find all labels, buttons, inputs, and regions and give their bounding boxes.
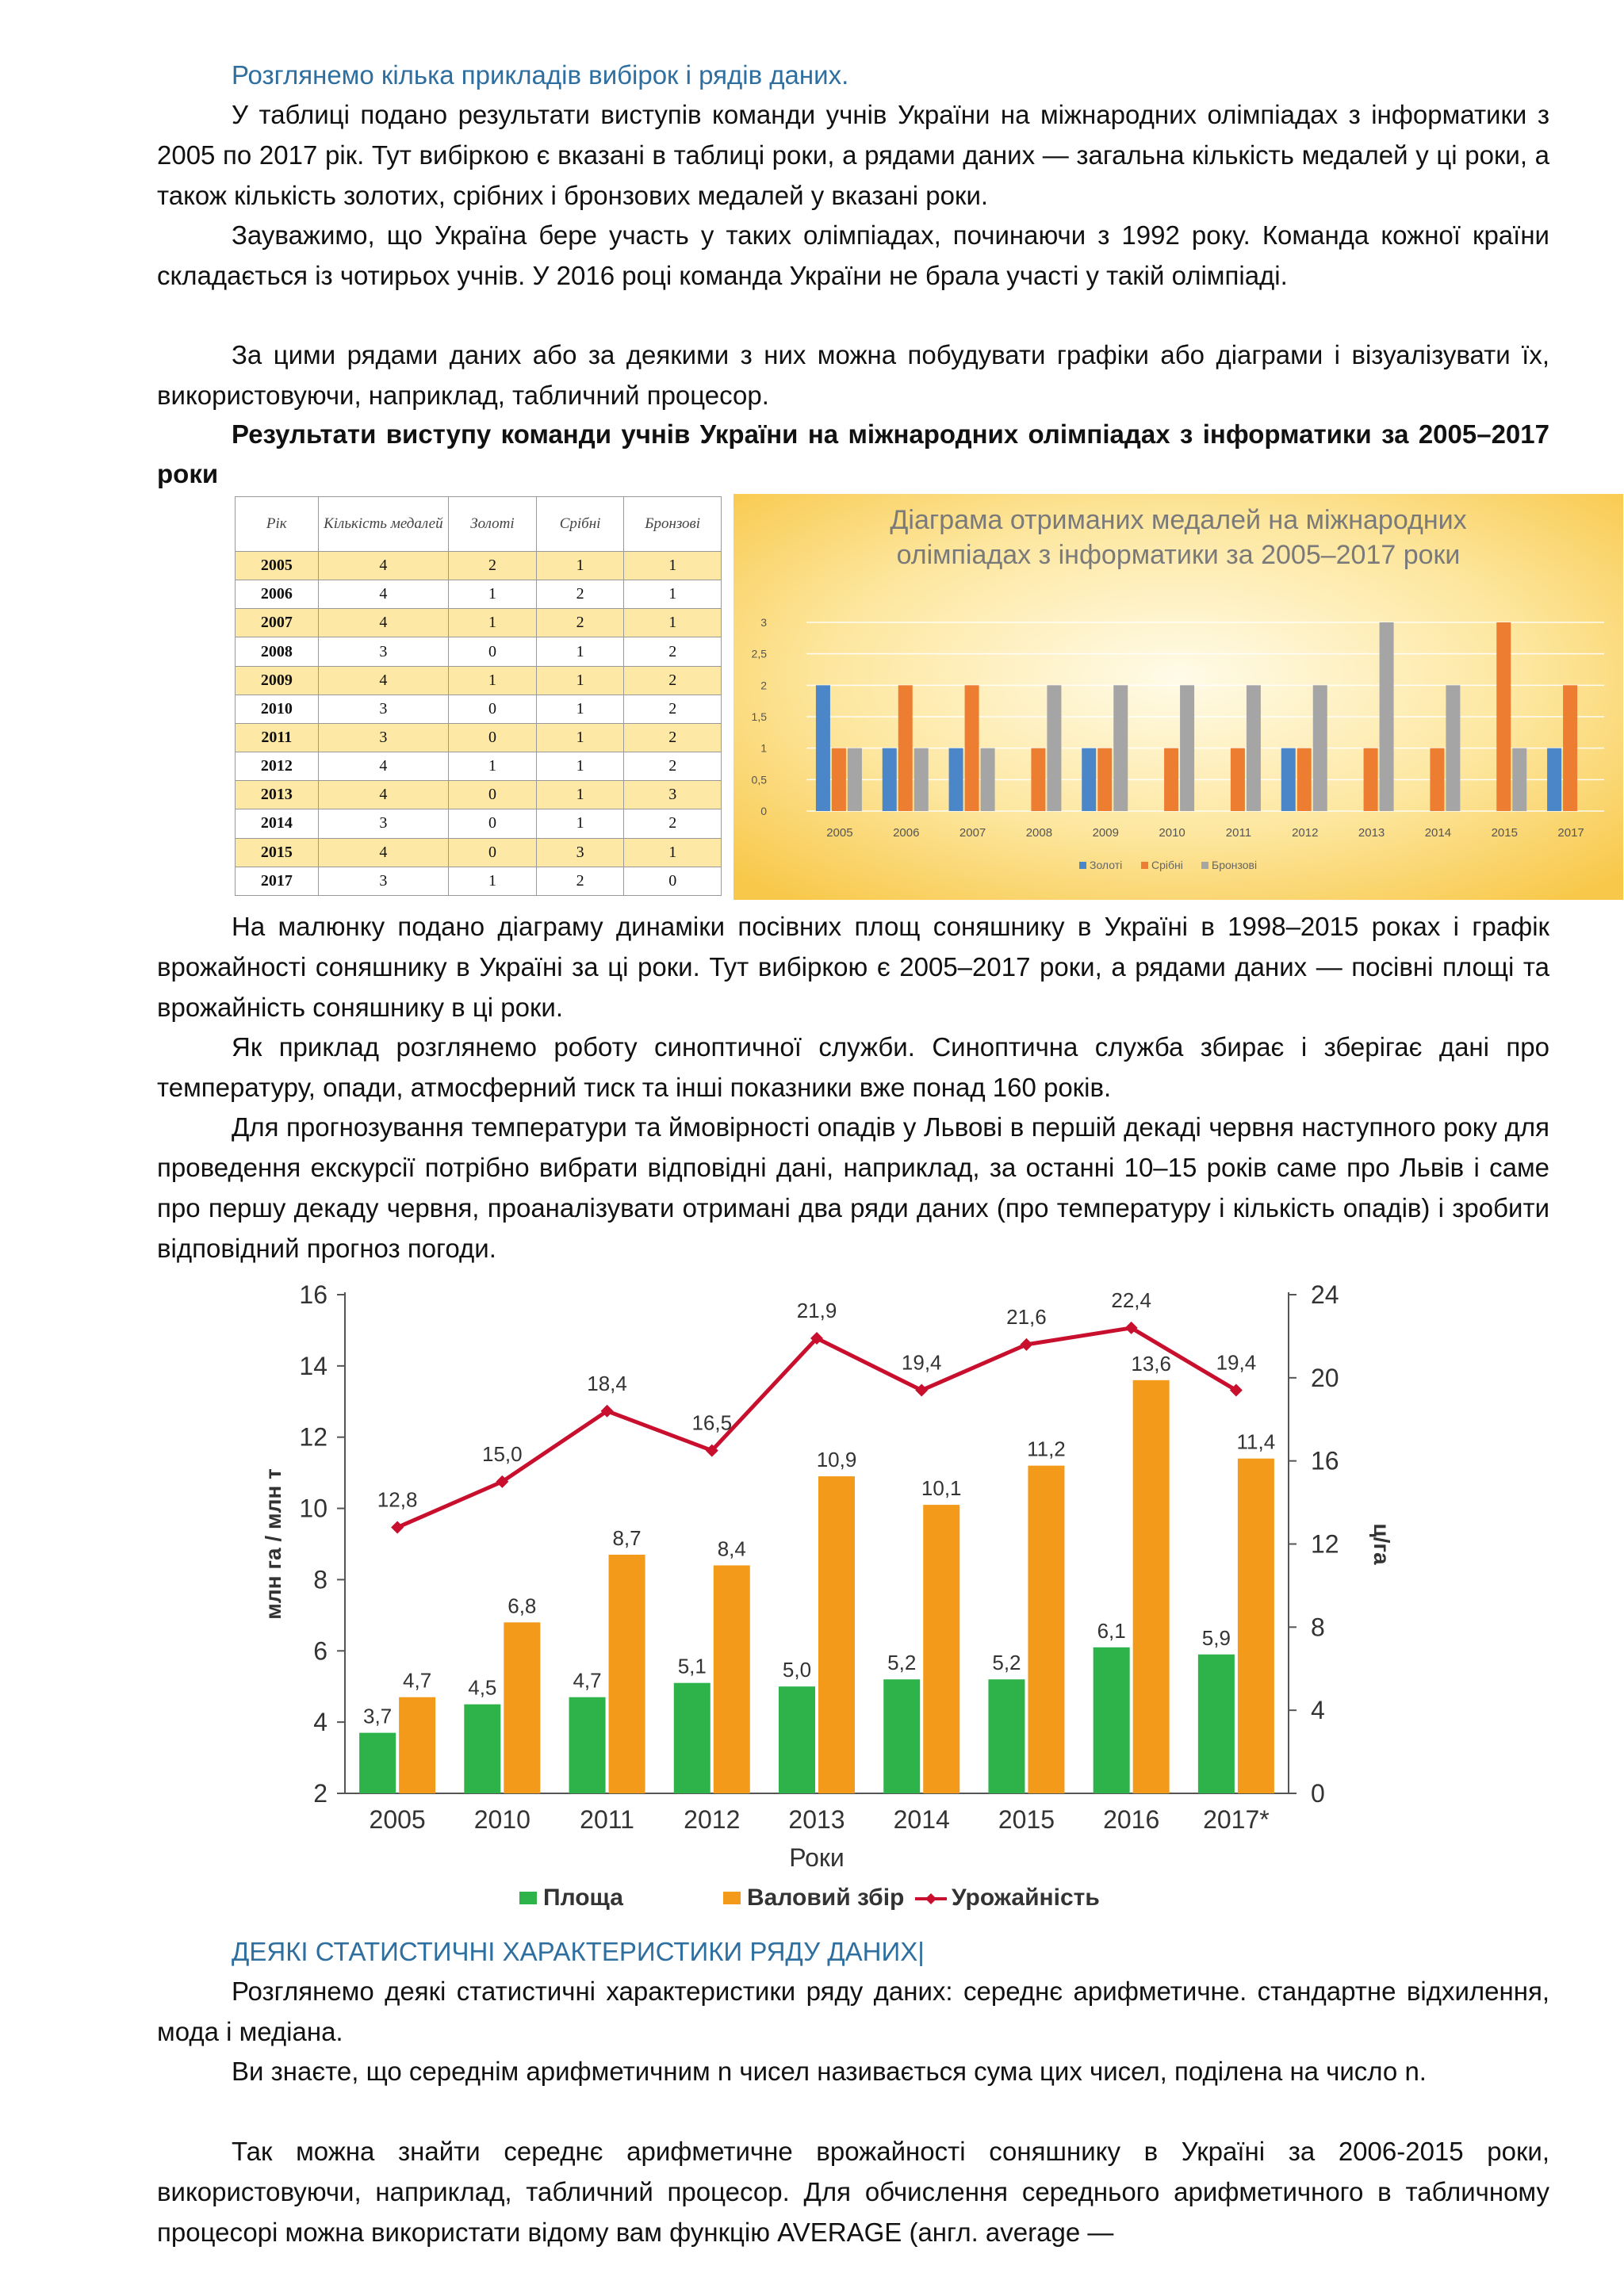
- paragraph-8: Ви знаєте, що середнім арифметичним n чисел називається сума цих чисел, поділена на число n.: [232, 2057, 1427, 2086]
- medal-bar-Золоті: [1082, 748, 1096, 811]
- medal-legend-label: Срібні: [1151, 859, 1183, 871]
- area-bar-label: 5,0: [782, 1658, 812, 1682]
- harvest-bar-label: 10,1: [921, 1476, 962, 1501]
- area-bar: [988, 1679, 1025, 1793]
- left-y-tick-label: 10: [299, 1494, 327, 1523]
- medal-y-tick-label: 2,5: [751, 647, 767, 660]
- medal-x-tick-label: 2010: [1159, 826, 1185, 840]
- table-header-cell: Рік: [236, 497, 319, 552]
- table-cell: 0: [449, 838, 537, 867]
- x-tick-label: 2013: [788, 1805, 845, 1834]
- table-cell: 2: [624, 666, 722, 695]
- area-bar-label: 5,9: [1201, 1625, 1231, 1650]
- medal-bar-Срібні: [898, 685, 913, 811]
- left-y-tick-label: 2: [313, 1779, 327, 1808]
- paragraph-1: У таблиці подано результати виступів команди учнів України на міжнародних олімпіадах з інформатики з 2005 по 2017 рік. Тут вибіркою є вказані в таблиці роки, а рядами даних — загальна кількість медалей у ці роки, а також кількість золотих, срібних і бронзових медалей у вказані роки.: [157, 100, 1549, 210]
- harvest-bar: [399, 1697, 435, 1793]
- table-cell: 1: [536, 781, 624, 809]
- table-cell: 1: [536, 552, 624, 580]
- paragraph-9: Так можна знайти середнє арифметичне врожайності соняшнику в Україні за 2006-2015 роки, використовуючи, наприклад, табличний процесор. Для обчислення середнього арифметичного в табличному процесорі можна використати відому вам функцію AVERAGE (англ. average —: [157, 2137, 1549, 2247]
- table-year-cell: 2005: [236, 552, 319, 580]
- medal-bar-Срібні: [1231, 748, 1245, 811]
- medal-legend-label: Бронзові: [1212, 859, 1258, 871]
- table-cell: 2: [624, 752, 722, 781]
- table-cell: 4: [318, 552, 448, 580]
- medal-bar-Бронзові: [981, 748, 995, 811]
- table-cell: 1: [624, 838, 722, 867]
- table-year-cell: 2017: [236, 867, 319, 895]
- area-bar: [569, 1697, 606, 1793]
- medal-x-tick-label: 2013: [1358, 826, 1385, 840]
- table-cell: 4: [318, 666, 448, 695]
- x-tick-label: 2005: [369, 1805, 426, 1834]
- medal-x-tick-label: 2014: [1424, 826, 1452, 840]
- table-cell: 1: [624, 580, 722, 609]
- legend-label-yield: Урожайність: [952, 1885, 1100, 1911]
- medal-bar-Срібні: [1563, 685, 1577, 811]
- table-cell: 2: [624, 695, 722, 723]
- section-heading-statistics: ДЕЯКІ СТАТИСТИЧНІ ХАРАКТЕРИСТИКИ РЯДУ ДАНИХ|: [232, 1937, 925, 1966]
- table-year-cell: 2012: [236, 752, 319, 781]
- x-tick-label: 2016: [1103, 1805, 1160, 1834]
- table-cell: 2: [624, 809, 722, 838]
- medal-chart-title: Діаграма отриманих медалей на міжнародних олімпіадах з інформатики за 2005–2017 роки: [890, 505, 1467, 570]
- medal-bar-Золоті: [1281, 748, 1296, 811]
- table-cell: 2: [624, 723, 722, 752]
- medal-y-tick-label: 1: [760, 741, 767, 755]
- medal-bar-Бронзові: [1380, 622, 1394, 811]
- legend-label-area: Площа: [543, 1885, 623, 1911]
- table-year-cell: 2013: [236, 781, 319, 809]
- medal-x-tick-label: 2009: [1092, 826, 1119, 840]
- table-header-cell: Кількість медалей: [318, 497, 448, 552]
- medal-bar-Бронзові: [848, 748, 862, 811]
- harvest-bar: [818, 1476, 855, 1793]
- table-cell: 3: [318, 723, 448, 752]
- paragraph-7: Розглянемо деякі статистичні характеристики ряду даних: середнє арифметичне. стандартне відхилення, мода і медіана.: [157, 1976, 1549, 2046]
- medal-x-tick-label: 2012: [1292, 826, 1319, 840]
- harvest-bar: [714, 1565, 750, 1793]
- area-bar: [779, 1686, 815, 1793]
- harvest-bar-label: 13,6: [1131, 1351, 1171, 1376]
- table-year-cell: 2010: [236, 695, 319, 723]
- yield-point-label: 21,6: [1006, 1304, 1047, 1329]
- medal-bar-Золоті: [816, 685, 830, 811]
- table-cell: 4: [318, 580, 448, 609]
- table-cell: 0: [449, 637, 537, 666]
- medal-y-tick-label: 2: [760, 679, 767, 692]
- medal-bar-Срібні: [1496, 622, 1511, 811]
- table-year-cell: 2009: [236, 666, 319, 695]
- x-tick-label: 2010: [473, 1805, 530, 1834]
- medal-x-tick-label: 2007: [959, 826, 986, 840]
- legend-marker-yield: [925, 1893, 936, 1904]
- area-bar-label: 4,5: [468, 1675, 497, 1700]
- area-bar: [1198, 1655, 1235, 1793]
- area-bar-label: 4,7: [573, 1668, 602, 1693]
- right-y-tick-label: 20: [1311, 1363, 1339, 1392]
- harvest-bar-label: 4,7: [403, 1668, 432, 1693]
- table-cell: 2: [536, 867, 624, 895]
- right-y-tick-label: 0: [1311, 1779, 1325, 1808]
- yield-point-label: 15,0: [482, 1441, 523, 1466]
- left-y-tick-label: 4: [313, 1708, 327, 1737]
- table-row: [236, 838, 722, 867]
- yield-point: [391, 1521, 404, 1534]
- table-row: [236, 867, 722, 895]
- paragraph-4: На малюнку подано діаграму динаміки посівних площ соняшнику в Україні в 1998–2015 роках і графік врожайності соняшнику в Україні за ці роки. Тут вибіркою є 2005–2017 роки, а рядами даних — посівні площі та врожайність соняшнику в ці роки.: [157, 912, 1549, 1022]
- table-cell: 1: [536, 695, 624, 723]
- table-year-cell: 2015: [236, 838, 319, 867]
- yield-line: [397, 1328, 1236, 1528]
- section-heading-examples: Розглянемо кілька прикладів вибірок і рядів даних.: [232, 60, 849, 90]
- left-y-tick-label: 14: [299, 1351, 327, 1380]
- area-bar: [359, 1733, 396, 1793]
- medal-x-tick-label: 2008: [1025, 826, 1053, 840]
- legend-label-harvest: Валовий збір: [747, 1885, 905, 1911]
- table-cell: 0: [624, 867, 722, 895]
- area-bar: [674, 1683, 710, 1793]
- medal-legend-swatch: [1201, 862, 1208, 869]
- medal-bar-Срібні: [1430, 748, 1444, 811]
- yield-point-label: 19,4: [901, 1350, 942, 1375]
- table-cell: 1: [449, 609, 537, 637]
- yield-point-label: 18,4: [587, 1371, 627, 1395]
- x-tick-label: 2017*: [1203, 1805, 1270, 1834]
- table-cell: 1: [449, 867, 537, 895]
- left-axis-title: млн га / млн т: [261, 1468, 285, 1620]
- table-header-cell: Золоті: [449, 497, 537, 552]
- medal-y-tick-label: 0,5: [751, 773, 767, 786]
- table-cell: 2: [536, 609, 624, 637]
- table-title: Результати виступу команди учнів України на міжнародних олімпіадах з інформатики за 2005–2017 роки: [157, 419, 1549, 488]
- medal-bar-Золоті: [883, 748, 897, 811]
- table-cell: 1: [536, 723, 624, 752]
- table-row: [236, 609, 722, 637]
- table-year-cell: 2006: [236, 580, 319, 609]
- table-cell: 1: [624, 552, 722, 580]
- table-cell: 1: [536, 809, 624, 838]
- sunflower-chart-svg: [252, 1276, 1394, 1923]
- area-bar: [464, 1705, 500, 1793]
- table-cell: 1: [536, 752, 624, 781]
- harvest-bar-label: 8,4: [717, 1536, 746, 1561]
- harvest-bar-label: 10,9: [816, 1448, 857, 1472]
- table-cell: 3: [318, 637, 448, 666]
- medal-x-tick-label: 2006: [893, 826, 920, 840]
- yield-point-label: 12,8: [377, 1487, 418, 1512]
- table-cell: 3: [318, 809, 448, 838]
- area-bar-label: 6,1: [1097, 1618, 1126, 1643]
- area-bar: [1094, 1647, 1130, 1793]
- medal-legend-swatch: [1079, 862, 1086, 869]
- left-y-tick-label: 12: [299, 1422, 327, 1452]
- table-cell: 3: [536, 838, 624, 867]
- area-bar-label: 5,1: [677, 1654, 707, 1678]
- area-bar-label: 5,2: [887, 1651, 917, 1675]
- medal-bar-Срібні: [1164, 748, 1178, 811]
- harvest-bar: [504, 1622, 540, 1793]
- x-tick-label: 2015: [998, 1805, 1055, 1834]
- x-tick-label: 2014: [893, 1805, 950, 1834]
- yield-point-label: 22,4: [1111, 1288, 1151, 1312]
- table-year-cell: 2011: [236, 723, 319, 752]
- table-year-cell: 2007: [236, 609, 319, 637]
- paragraph-6: Для прогнозування температури та ймовірності опадів у Львові в першій декаді червня наступного року для проведення екскурсії потрібно вибрати відповідні дані, наприклад, за останні 10–15 років саме про Львів і саме про першу декаду червня, проаналізувати отримані два ряди даних (про температуру і кількість опадів) і зробити відповідний прогноз погоди.: [157, 1112, 1549, 1263]
- table-row: [236, 637, 722, 666]
- harvest-bar: [1133, 1380, 1170, 1793]
- harvest-bar-label: 8,7: [612, 1525, 642, 1550]
- medal-bar-Срібні: [965, 685, 979, 811]
- legend-swatch-harvest: [723, 1892, 741, 1904]
- table-row: [236, 580, 722, 609]
- right-axis-title: ц/га: [1369, 1523, 1394, 1565]
- yield-point: [915, 1384, 928, 1397]
- table-cell: 2: [536, 580, 624, 609]
- medal-y-tick-label: 3: [760, 616, 767, 629]
- yield-point-label: 21,9: [796, 1299, 837, 1323]
- area-bar-label: 3,7: [363, 1704, 393, 1728]
- area-bar-label: 5,2: [992, 1651, 1021, 1675]
- table-cell: 3: [318, 695, 448, 723]
- x-tick-label: 2011: [580, 1805, 634, 1834]
- table-cell: 0: [449, 809, 537, 838]
- medal-bar-Срібні: [1031, 748, 1045, 811]
- medal-results-table: [235, 496, 722, 896]
- medal-bar-Срібні: [1364, 748, 1378, 811]
- medal-bar-Бронзові: [914, 748, 929, 811]
- table-row: [236, 752, 722, 781]
- x-tick-label: 2012: [684, 1805, 741, 1834]
- table-row: [236, 666, 722, 695]
- medal-x-tick-label: 2015: [1491, 826, 1518, 840]
- table-cell: 2: [449, 552, 537, 580]
- table-cell: 1: [449, 666, 537, 695]
- sunflower-chart: [252, 1276, 1394, 1923]
- table-row: [236, 809, 722, 838]
- table-cell: 1: [449, 752, 537, 781]
- medal-bar-Бронзові: [1446, 685, 1460, 811]
- table-cell: 1: [624, 609, 722, 637]
- paragraph-5: Як приклад розглянемо роботу синоптичної служби. Синоптична служба збирає і зберігає дані про температуру, опади, атмосферний тиск та інші показники вже понад 160 років.: [157, 1032, 1549, 1102]
- medal-legend-label: Золоті: [1090, 859, 1123, 871]
- harvest-bar: [609, 1555, 645, 1793]
- medal-bar-Бронзові: [1512, 748, 1526, 811]
- table-cell: 0: [449, 695, 537, 723]
- medal-x-tick-label: 2005: [826, 826, 853, 840]
- table-cell: 0: [449, 781, 537, 809]
- medal-bar-Срібні: [1297, 748, 1312, 811]
- table-cell: 1: [536, 666, 624, 695]
- medal-bar-Срібні: [1097, 748, 1112, 811]
- table-cell: 0: [449, 723, 537, 752]
- medal-bar-Бронзові: [1180, 685, 1194, 811]
- right-y-tick-label: 12: [1311, 1529, 1339, 1559]
- table-cell: 2: [624, 637, 722, 666]
- table-header-cell: Бронзові: [624, 497, 722, 552]
- medal-x-tick-label: 2011: [1225, 826, 1252, 840]
- medal-bar-Золоті: [949, 748, 963, 811]
- right-y-tick-label: 16: [1311, 1446, 1339, 1475]
- harvest-bar-label: 11,2: [1027, 1437, 1066, 1461]
- medal-chart-svg: [733, 494, 1623, 900]
- yield-point-label: 16,5: [691, 1410, 733, 1435]
- left-y-tick-label: 8: [313, 1565, 327, 1594]
- right-y-tick-label: 8: [1311, 1613, 1325, 1642]
- right-y-tick-label: 4: [1311, 1696, 1325, 1725]
- table-cell: 4: [318, 609, 448, 637]
- harvest-bar: [1028, 1466, 1064, 1793]
- legend-swatch-area: [519, 1892, 537, 1904]
- medal-bar-Бронзові: [1047, 685, 1061, 811]
- table-row: [236, 552, 722, 580]
- medal-y-tick-label: 1,5: [751, 710, 767, 723]
- x-axis-title: Роки: [789, 1843, 845, 1872]
- medal-bar-Бронзові: [1247, 685, 1261, 811]
- table-row: [236, 723, 722, 752]
- harvest-bar: [1238, 1459, 1274, 1793]
- table-header-cell: Срібні: [536, 497, 624, 552]
- medal-y-tick-label: 0: [760, 805, 767, 817]
- table-cell: 4: [318, 838, 448, 867]
- medal-legend-swatch: [1141, 862, 1148, 869]
- left-y-tick-label: 16: [299, 1280, 327, 1309]
- table-cell: 4: [318, 752, 448, 781]
- medal-bar-Срібні: [832, 748, 846, 811]
- table-year-cell: 2008: [236, 637, 319, 666]
- table-cell: 4: [318, 781, 448, 809]
- table-header-row: [236, 497, 722, 552]
- paragraph-2: Зауважимо, що Україна бере участь у таких олімпіадах, починаючи з 1992 року. Команда кожної країни складається із чотирьох учнів. У 2016 році команда України не брала участі у такій олімпіаді.: [157, 220, 1549, 290]
- yield-point-label: 19,4: [1216, 1350, 1257, 1375]
- yield-point: [1020, 1338, 1032, 1351]
- left-y-tick-label: 6: [313, 1636, 327, 1666]
- table-row: [236, 781, 722, 809]
- table-cell: 3: [318, 867, 448, 895]
- medal-bar-Золоті: [1547, 748, 1561, 811]
- harvest-bar: [923, 1505, 959, 1793]
- paragraph-3: За цими рядами даних або за деякими з них можна побудувати графіки або діаграми і візуалізувати їх, використовуючи, наприклад, табличний процесор.: [157, 340, 1549, 410]
- harvest-bar-label: 6,8: [508, 1594, 537, 1618]
- table-cell: 1: [536, 637, 624, 666]
- table-row: [236, 695, 722, 723]
- medal-bar-Бронзові: [1313, 685, 1327, 811]
- area-bar: [883, 1679, 920, 1793]
- harvest-bar-label: 11,4: [1236, 1429, 1276, 1454]
- medal-bar-Бронзові: [1113, 685, 1128, 811]
- medal-chart: [733, 494, 1623, 900]
- right-y-tick-label: 24: [1311, 1280, 1339, 1309]
- table-year-cell: 2014: [236, 809, 319, 838]
- medal-x-tick-label: 2017: [1557, 826, 1584, 840]
- table-cell: 1: [449, 580, 537, 609]
- table-cell: 3: [624, 781, 722, 809]
